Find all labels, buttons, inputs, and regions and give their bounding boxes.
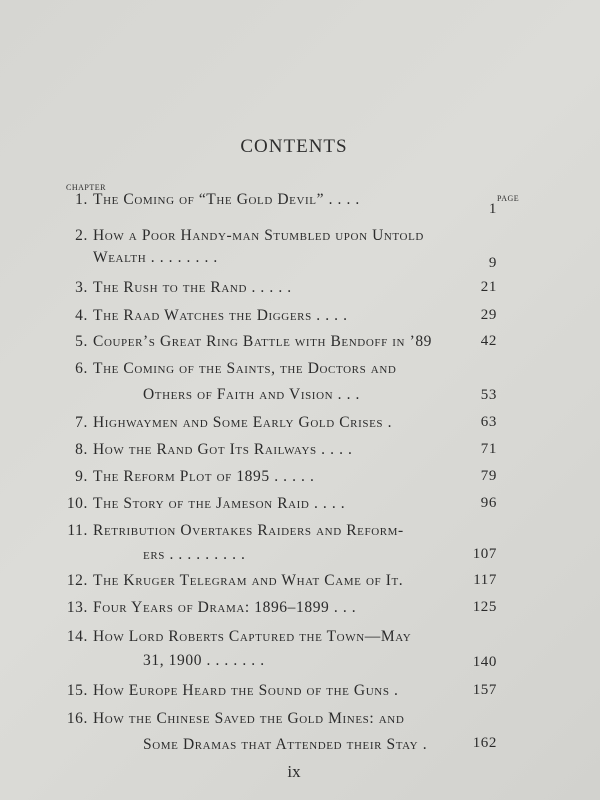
chapter-number: 4. bbox=[75, 307, 88, 324]
chapter-number: 3. bbox=[75, 279, 88, 296]
chapter-column-label: CHAPTER bbox=[66, 183, 106, 192]
chapter-title: Couper’s Great Ring Battle with Bendoff in ’89 bbox=[93, 333, 433, 350]
chapter-number: 2. bbox=[75, 227, 88, 244]
chapter-title-continued: Others of Faith and Vision . . . bbox=[143, 386, 361, 403]
page-number: 29 bbox=[480, 307, 497, 323]
chapter-number: 8. bbox=[75, 441, 88, 458]
chapter-title: The Coming of the Saints, the Doctors and bbox=[93, 360, 397, 377]
chapter-number: 13. bbox=[66, 599, 88, 616]
chapter-title: How a Poor Handy-man Stumbled upon Untold bbox=[93, 227, 424, 244]
page-number: 79 bbox=[480, 468, 497, 484]
chapter-title: The Coming of “The Gold Devil” . . . . bbox=[93, 191, 360, 208]
chapter-number: 16. bbox=[66, 710, 88, 727]
chapter-title: The Kruger Telegram and What Came of It. bbox=[93, 572, 404, 589]
chapter-title: The Story of the Jameson Raid . . . . bbox=[93, 495, 346, 512]
chapter-title-continued: Some Dramas that Attended their Stay . bbox=[143, 736, 428, 753]
chapter-number: 11. bbox=[67, 522, 88, 539]
chapter-number: 12. bbox=[66, 572, 88, 589]
chapter-title: How the Chinese Saved the Gold Mines: and bbox=[93, 710, 405, 727]
chapter-title: How the Rand Got Its Railways . . . . bbox=[93, 441, 353, 458]
page-number: 1 bbox=[488, 201, 497, 217]
chapter-title: How Europe Heard the Sound of the Guns . bbox=[93, 682, 399, 699]
page-number: 140 bbox=[472, 654, 497, 670]
page-number: 53 bbox=[480, 387, 497, 403]
chapter-title-continued: 31, 1900 . . . . . . . bbox=[143, 652, 265, 669]
page-number: 157 bbox=[472, 682, 497, 698]
page-number: 21 bbox=[480, 279, 497, 295]
chapter-number: 15. bbox=[66, 682, 88, 699]
page-number: 96 bbox=[480, 495, 497, 511]
chapter-title: Retribution Overtakes Raiders and Reform- bbox=[93, 522, 404, 539]
chapter-title: The Raad Watches the Diggers . . . . bbox=[93, 307, 348, 324]
page-number: 42 bbox=[480, 333, 497, 349]
chapter-number: 1. bbox=[75, 191, 88, 208]
page-number: 63 bbox=[480, 414, 497, 430]
chapter-title: The Rush to the Rand . . . . . bbox=[93, 279, 292, 296]
chapter-title-continued: ers . . . . . . . . . bbox=[143, 546, 246, 563]
chapter-number: 5. bbox=[75, 333, 88, 350]
chapter-number: 7. bbox=[75, 414, 88, 431]
chapter-title: How Lord Roberts Captured the Town—May bbox=[93, 628, 412, 645]
chapter-title: Highwaymen and Some Early Gold Crises . bbox=[93, 414, 393, 431]
page-number: 107 bbox=[472, 546, 497, 562]
chapter-number: 10. bbox=[66, 495, 88, 512]
page-title: CONTENTS bbox=[240, 136, 348, 157]
page-number: 117 bbox=[473, 572, 497, 588]
chapter-number: 9. bbox=[75, 468, 88, 485]
page-number: 71 bbox=[480, 441, 497, 457]
chapter-title: The Reform Plot of 1895 . . . . . bbox=[93, 468, 315, 485]
page-folio: ix bbox=[287, 762, 301, 781]
chapter-number: 6. bbox=[75, 360, 88, 377]
chapter-number: 14. bbox=[66, 628, 88, 645]
page-number: 9 bbox=[488, 255, 497, 271]
page-number: 162 bbox=[472, 735, 497, 751]
chapter-title: Four Years of Drama: 1896–1899 . . . bbox=[93, 599, 357, 616]
chapter-title-continued: Wealth . . . . . . . . bbox=[93, 249, 218, 266]
page-column-label: PAGE bbox=[497, 194, 520, 203]
page-number: 125 bbox=[472, 599, 497, 615]
